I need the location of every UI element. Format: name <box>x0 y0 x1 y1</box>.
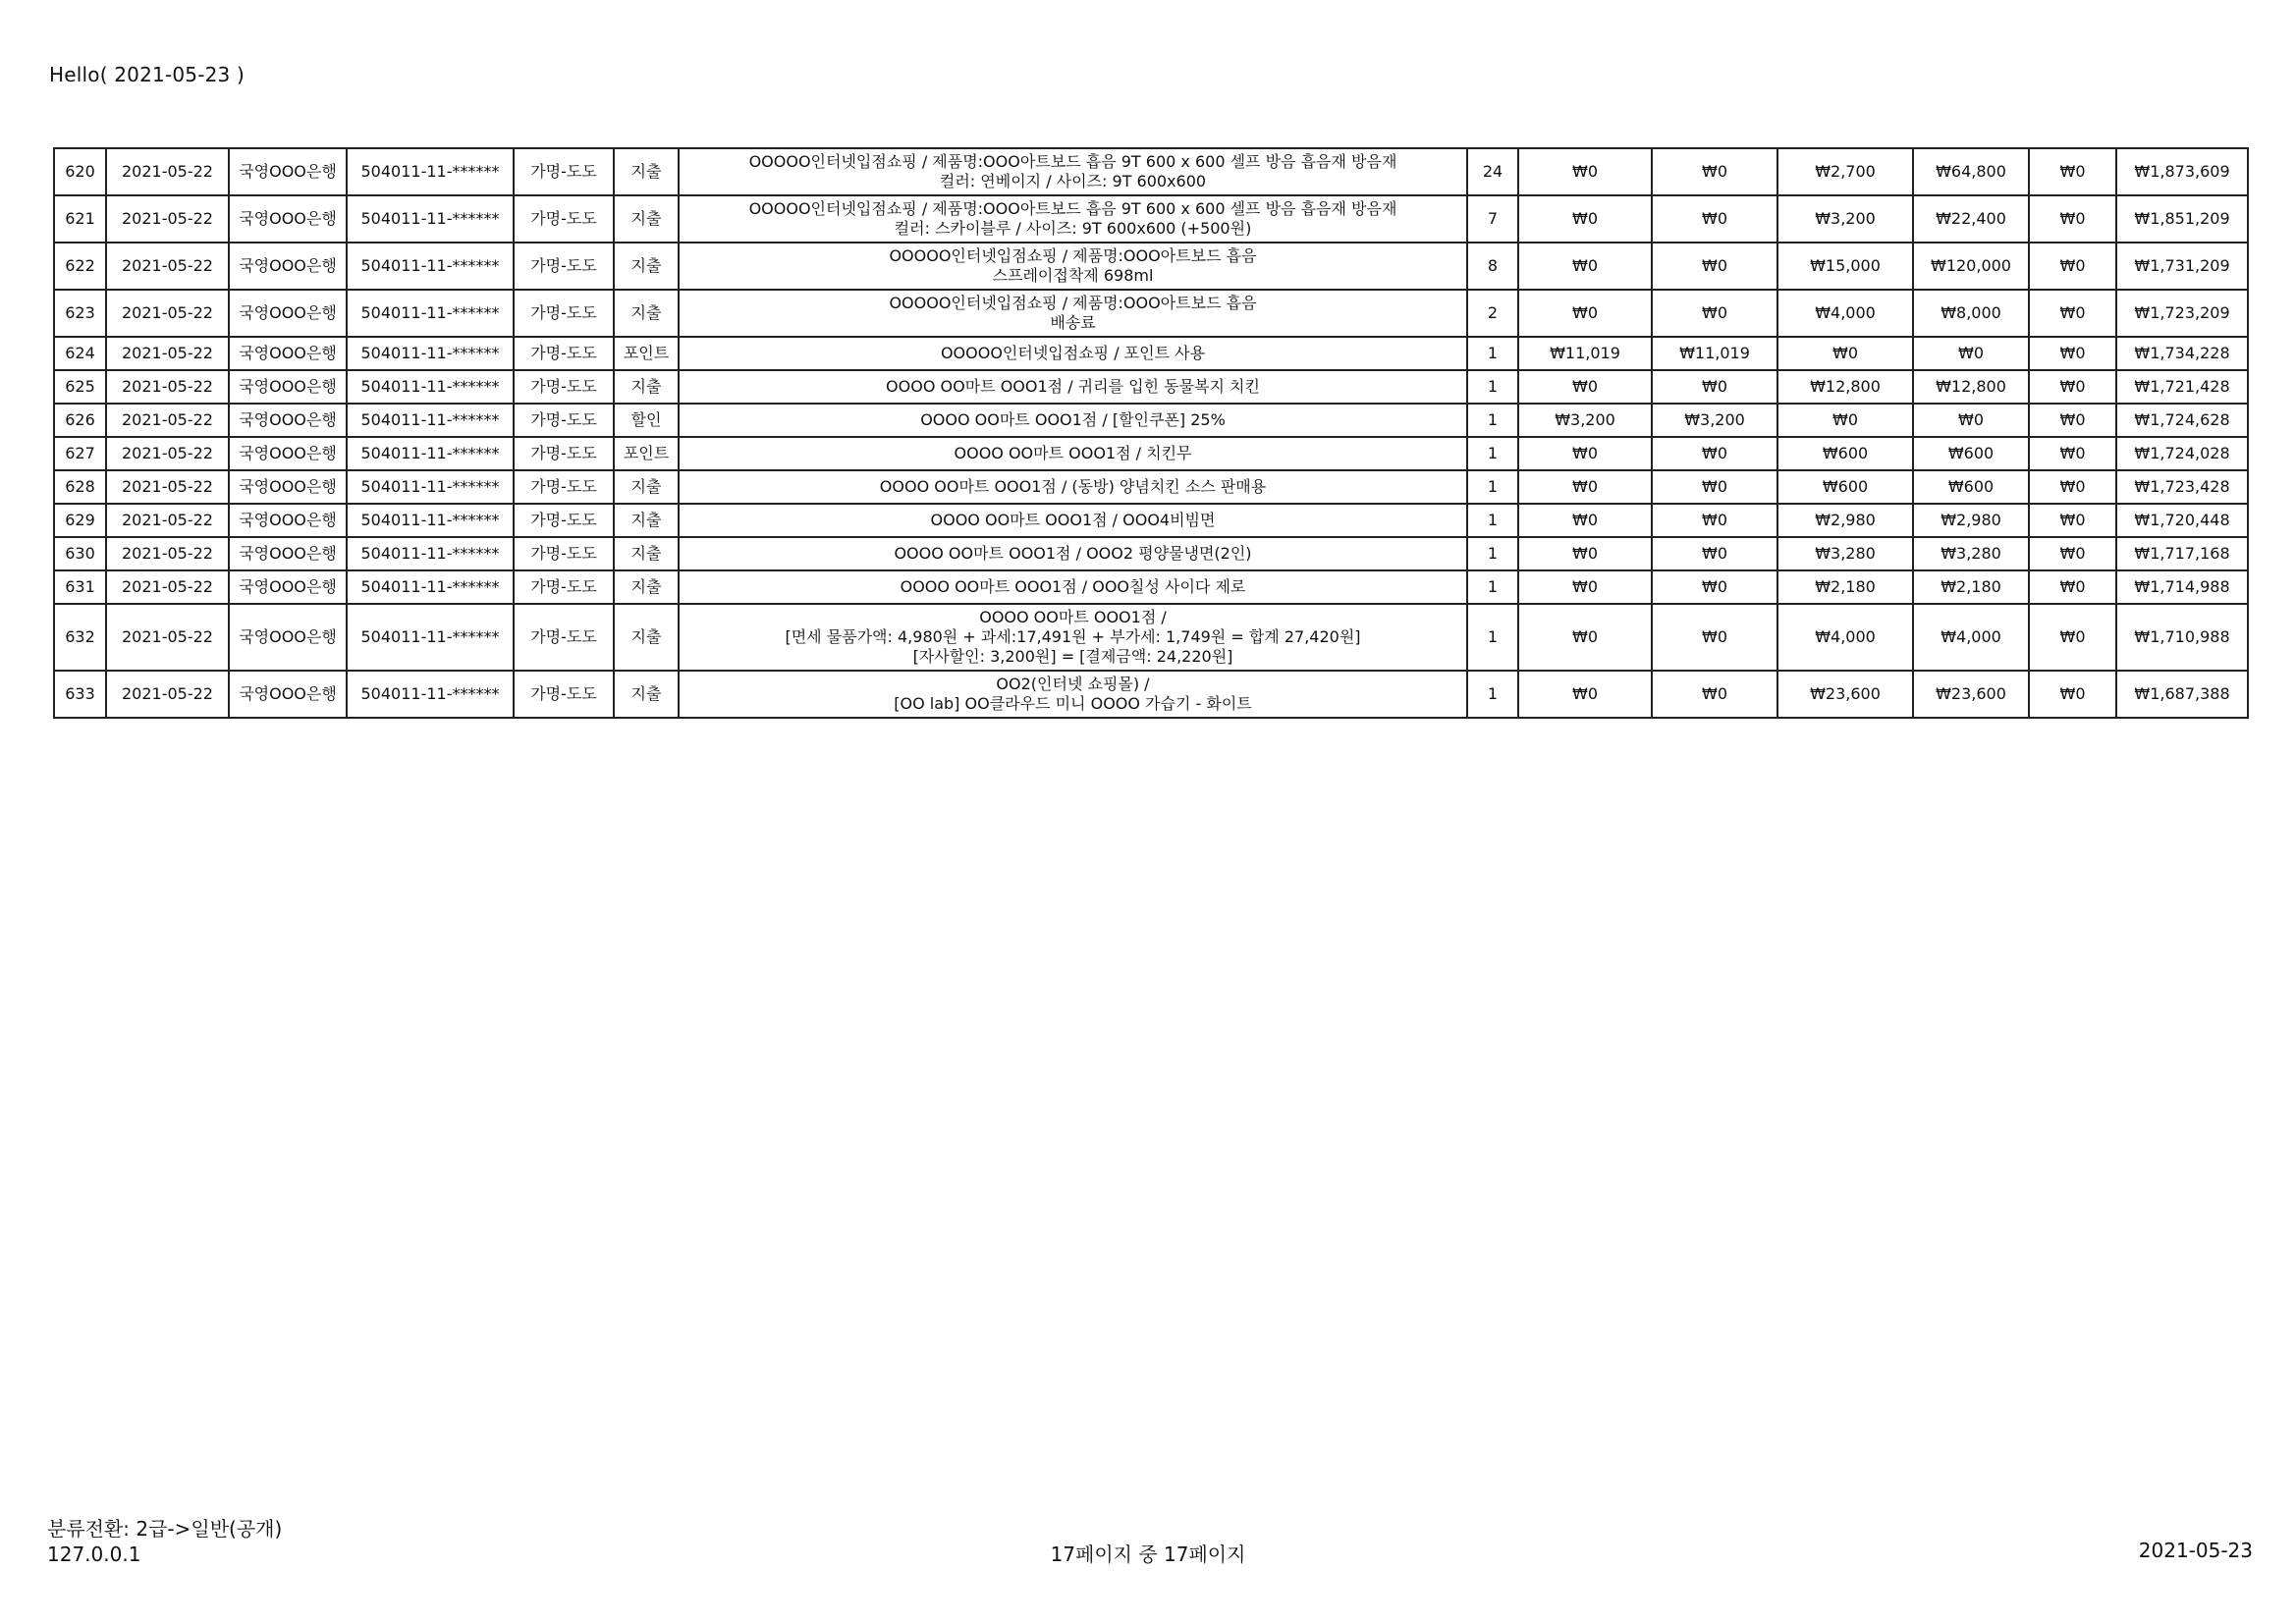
row-type: 지출 <box>614 370 679 404</box>
table-row <box>54 370 2248 404</box>
row-name: 가명-도도 <box>514 437 614 470</box>
row-amount-1: ₩3,200 <box>1518 404 1652 437</box>
row-date: 2021-05-22 <box>106 604 229 671</box>
row-balance: ₩1,731,209 <box>2116 243 2248 290</box>
row-amount-1: ₩0 <box>1518 537 1652 570</box>
row-account: 504011-11-****** <box>347 404 514 437</box>
row-name: 가명-도도 <box>514 148 614 195</box>
row-number: 632 <box>54 604 106 671</box>
row-bank: 국영OOO은행 <box>229 370 347 404</box>
row-account: 504011-11-****** <box>347 604 514 671</box>
row-total: ₩8,000 <box>1913 290 2029 337</box>
row-quantity: 24 <box>1467 148 1518 195</box>
row-amount-2: ₩11,019 <box>1652 337 1777 370</box>
table-row <box>54 243 2248 290</box>
row-description: OOOOO인터넷입점쇼핑 / 제품명:OOO아트보드 흡음 배송료 <box>679 290 1467 337</box>
row-bank: 국영OOO은행 <box>229 290 347 337</box>
row-amount-1: ₩0 <box>1518 470 1652 504</box>
row-bank: 국영OOO은행 <box>229 470 347 504</box>
row-quantity: 2 <box>1467 290 1518 337</box>
row-account: 504011-11-****** <box>347 537 514 570</box>
row-amount-2: ₩0 <box>1652 470 1777 504</box>
row-amount-1: ₩0 <box>1518 148 1652 195</box>
row-account: 504011-11-****** <box>347 195 514 243</box>
row-description: OOOO OO마트 OOO1점 / OOO2 평양물냉면(2인) <box>679 537 1467 570</box>
row-unit-price: ₩3,200 <box>1777 195 1913 243</box>
row-type: 포인트 <box>614 337 679 370</box>
table-row <box>54 290 2248 337</box>
row-description: OOOO OO마트 OOO1점 / [할인쿠폰] 25% <box>679 404 1467 437</box>
row-amount-5: ₩0 <box>2029 243 2116 290</box>
row-unit-price: ₩4,000 <box>1777 290 1913 337</box>
row-number: 628 <box>54 470 106 504</box>
row-description: OOOO OO마트 OOO1점 / OOO4비빔면 <box>679 504 1467 537</box>
row-amount-5: ₩0 <box>2029 671 2116 718</box>
row-amount-2: ₩0 <box>1652 671 1777 718</box>
row-quantity: 1 <box>1467 437 1518 470</box>
row-description: OOOOO인터넷입점쇼핑 / 제품명:OOO아트보드 흡음 9T 600 x 600 셀프 방음 흡음재 방음재 컬러: 스카이블루 / 사이즈: 9T 600x600 (+500원) <box>679 195 1467 243</box>
row-bank: 국영OOO은행 <box>229 243 347 290</box>
row-total: ₩22,400 <box>1913 195 2029 243</box>
row-account: 504011-11-****** <box>347 290 514 337</box>
row-quantity: 1 <box>1467 370 1518 404</box>
row-quantity: 1 <box>1467 504 1518 537</box>
row-type: 지출 <box>614 671 679 718</box>
row-date: 2021-05-22 <box>106 243 229 290</box>
row-description: OOOO OO마트 OOO1점 / 치킨무 <box>679 437 1467 470</box>
row-description: OO2(인터넷 쇼핑몰) / [OO lab] OO클라우드 미니 OOOO 가습기 - 화이트 <box>679 671 1467 718</box>
row-amount-5: ₩0 <box>2029 370 2116 404</box>
row-amount-1: ₩0 <box>1518 504 1652 537</box>
row-balance: ₩1,723,209 <box>2116 290 2248 337</box>
table-row <box>54 504 2248 537</box>
row-amount-2: ₩0 <box>1652 148 1777 195</box>
row-unit-price: ₩3,280 <box>1777 537 1913 570</box>
row-amount-2: ₩0 <box>1652 504 1777 537</box>
row-amount-2: ₩0 <box>1652 290 1777 337</box>
row-unit-price: ₩23,600 <box>1777 671 1913 718</box>
row-amount-2: ₩0 <box>1652 604 1777 671</box>
table-row <box>54 470 2248 504</box>
row-amount-2: ₩0 <box>1652 370 1777 404</box>
footer-classification: 분류전환: 2급->일반(공개) <box>47 1517 283 1541</box>
row-name: 가명-도도 <box>514 570 614 604</box>
row-amount-5: ₩0 <box>2029 404 2116 437</box>
row-number: 621 <box>54 195 106 243</box>
row-total: ₩3,280 <box>1913 537 2029 570</box>
row-name: 가명-도도 <box>514 243 614 290</box>
row-type: 지출 <box>614 570 679 604</box>
row-amount-1: ₩0 <box>1518 671 1652 718</box>
row-amount-2: ₩0 <box>1652 570 1777 604</box>
row-name: 가명-도도 <box>514 537 614 570</box>
table-row <box>54 148 2248 195</box>
row-date: 2021-05-22 <box>106 570 229 604</box>
row-name: 가명-도도 <box>514 404 614 437</box>
table-row <box>54 337 2248 370</box>
row-total: ₩600 <box>1913 437 2029 470</box>
table-row <box>54 570 2248 604</box>
row-bank: 국영OOO은행 <box>229 604 347 671</box>
row-quantity: 8 <box>1467 243 1518 290</box>
footer-page-number: 17페이지 중 17페이지 <box>1050 1543 1246 1566</box>
table-row <box>54 437 2248 470</box>
row-bank: 국영OOO은행 <box>229 504 347 537</box>
row-number: 623 <box>54 290 106 337</box>
footer-ip: 127.0.0.1 <box>47 1543 141 1566</box>
row-number: 627 <box>54 437 106 470</box>
row-amount-5: ₩0 <box>2029 604 2116 671</box>
row-type: 지출 <box>614 604 679 671</box>
row-balance: ₩1,717,168 <box>2116 537 2248 570</box>
row-date: 2021-05-22 <box>106 148 229 195</box>
row-number: 622 <box>54 243 106 290</box>
row-account: 504011-11-****** <box>347 470 514 504</box>
transaction-table-body <box>54 148 2248 718</box>
row-amount-2: ₩0 <box>1652 437 1777 470</box>
row-balance: ₩1,734,228 <box>2116 337 2248 370</box>
row-description: OOOOO인터넷입점쇼핑 / 제품명:OOO아트보드 흡음 9T 600 x 600 셀프 방음 흡음재 방음재 컬러: 연베이지 / 사이즈: 9T 600x600 <box>679 148 1467 195</box>
row-bank: 국영OOO은행 <box>229 195 347 243</box>
row-amount-5: ₩0 <box>2029 537 2116 570</box>
footer-date: 2021-05-23 <box>2138 1539 2253 1562</box>
row-total: ₩0 <box>1913 404 2029 437</box>
row-type: 지출 <box>614 195 679 243</box>
row-number: 633 <box>54 671 106 718</box>
table-row <box>54 604 2248 671</box>
row-unit-price: ₩2,980 <box>1777 504 1913 537</box>
row-type: 지출 <box>614 148 679 195</box>
row-unit-price: ₩2,180 <box>1777 570 1913 604</box>
row-quantity: 1 <box>1467 671 1518 718</box>
row-type: 지출 <box>614 290 679 337</box>
row-unit-price: ₩0 <box>1777 404 1913 437</box>
row-name: 가명-도도 <box>514 195 614 243</box>
row-amount-5: ₩0 <box>2029 470 2116 504</box>
row-balance: ₩1,721,428 <box>2116 370 2248 404</box>
row-name: 가명-도도 <box>514 470 614 504</box>
row-name: 가명-도도 <box>514 671 614 718</box>
row-balance: ₩1,720,448 <box>2116 504 2248 537</box>
row-description: OOOOO인터넷입점쇼핑 / 제품명:OOO아트보드 흡음 스프레이접착제 698ml <box>679 243 1467 290</box>
row-amount-5: ₩0 <box>2029 148 2116 195</box>
row-account: 504011-11-****** <box>347 570 514 604</box>
row-account: 504011-11-****** <box>347 370 514 404</box>
row-account: 504011-11-****** <box>347 437 514 470</box>
row-description: OOOOO인터넷입점쇼핑 / 포인트 사용 <box>679 337 1467 370</box>
row-balance: ₩1,873,609 <box>2116 148 2248 195</box>
row-quantity: 1 <box>1467 337 1518 370</box>
row-total: ₩64,800 <box>1913 148 2029 195</box>
row-total: ₩2,180 <box>1913 570 2029 604</box>
row-name: 가명-도도 <box>514 504 614 537</box>
row-account: 504011-11-****** <box>347 337 514 370</box>
row-number: 625 <box>54 370 106 404</box>
row-date: 2021-05-22 <box>106 195 229 243</box>
row-balance: ₩1,724,628 <box>2116 404 2248 437</box>
row-account: 504011-11-****** <box>347 243 514 290</box>
row-bank: 국영OOO은행 <box>229 404 347 437</box>
row-name: 가명-도도 <box>514 370 614 404</box>
row-unit-price: ₩12,800 <box>1777 370 1913 404</box>
row-quantity: 1 <box>1467 604 1518 671</box>
row-quantity: 1 <box>1467 537 1518 570</box>
row-total: ₩4,000 <box>1913 604 2029 671</box>
row-balance: ₩1,714,988 <box>2116 570 2248 604</box>
row-amount-2: ₩0 <box>1652 243 1777 290</box>
row-bank: 국영OOO은행 <box>229 337 347 370</box>
row-balance: ₩1,710,988 <box>2116 604 2248 671</box>
row-amount-1: ₩0 <box>1518 370 1652 404</box>
row-type: 지출 <box>614 537 679 570</box>
row-amount-2: ₩0 <box>1652 195 1777 243</box>
row-bank: 국영OOO은행 <box>229 537 347 570</box>
row-number: 630 <box>54 537 106 570</box>
row-description: OOOO OO마트 OOO1점 / [면세 물품가액: 4,980원 + 과세:17,491원 + 부가세: 1,749원 = 합계 27,420원] [자사할인: 3,200원] = [결제금액: 24,220원] <box>679 604 1467 671</box>
row-bank: 국영OOO은행 <box>229 570 347 604</box>
row-total: ₩23,600 <box>1913 671 2029 718</box>
row-amount-5: ₩0 <box>2029 290 2116 337</box>
row-amount-5: ₩0 <box>2029 337 2116 370</box>
row-unit-price: ₩15,000 <box>1777 243 1913 290</box>
row-type: 포인트 <box>614 437 679 470</box>
row-amount-1: ₩0 <box>1518 604 1652 671</box>
row-description: OOOO OO마트 OOO1점 / (동방) 양념치킨 소스 판매용 <box>679 470 1467 504</box>
row-balance: ₩1,723,428 <box>2116 470 2248 504</box>
row-total: ₩0 <box>1913 337 2029 370</box>
table-row <box>54 404 2248 437</box>
row-amount-1: ₩11,019 <box>1518 337 1652 370</box>
row-number: 629 <box>54 504 106 537</box>
row-amount-2: ₩3,200 <box>1652 404 1777 437</box>
row-type: 지출 <box>614 504 679 537</box>
row-number: 624 <box>54 337 106 370</box>
row-quantity: 1 <box>1467 570 1518 604</box>
row-account: 504011-11-****** <box>347 504 514 537</box>
row-unit-price: ₩600 <box>1777 470 1913 504</box>
row-unit-price: ₩4,000 <box>1777 604 1913 671</box>
row-bank: 국영OOO은행 <box>229 148 347 195</box>
row-balance: ₩1,724,028 <box>2116 437 2248 470</box>
row-amount-5: ₩0 <box>2029 437 2116 470</box>
page-header-title: Hello( 2021-05-23 ) <box>49 63 246 86</box>
row-quantity: 1 <box>1467 470 1518 504</box>
row-total: ₩12,800 <box>1913 370 2029 404</box>
row-amount-2: ₩0 <box>1652 537 1777 570</box>
row-date: 2021-05-22 <box>106 671 229 718</box>
row-amount-1: ₩0 <box>1518 195 1652 243</box>
row-name: 가명-도도 <box>514 337 614 370</box>
row-unit-price: ₩600 <box>1777 437 1913 470</box>
row-balance: ₩1,687,388 <box>2116 671 2248 718</box>
table-row <box>54 537 2248 570</box>
row-amount-5: ₩0 <box>2029 504 2116 537</box>
table-row <box>54 195 2248 243</box>
row-quantity: 1 <box>1467 404 1518 437</box>
row-date: 2021-05-22 <box>106 290 229 337</box>
row-total: ₩120,000 <box>1913 243 2029 290</box>
row-description: OOOO OO마트 OOO1점 / 귀리를 입힌 동물복지 치킨 <box>679 370 1467 404</box>
row-bank: 국영OOO은행 <box>229 437 347 470</box>
row-number: 626 <box>54 404 106 437</box>
transaction-table <box>53 147 2249 719</box>
row-amount-5: ₩0 <box>2029 570 2116 604</box>
row-number: 631 <box>54 570 106 604</box>
row-balance: ₩1,851,209 <box>2116 195 2248 243</box>
row-date: 2021-05-22 <box>106 370 229 404</box>
row-date: 2021-05-22 <box>106 537 229 570</box>
row-description: OOOO OO마트 OOO1점 / OOO칠성 사이다 제로 <box>679 570 1467 604</box>
row-name: 가명-도도 <box>514 290 614 337</box>
row-amount-1: ₩0 <box>1518 570 1652 604</box>
row-type: 지출 <box>614 243 679 290</box>
row-account: 504011-11-****** <box>347 671 514 718</box>
row-amount-1: ₩0 <box>1518 437 1652 470</box>
table-row <box>54 671 2248 718</box>
row-bank: 국영OOO은행 <box>229 671 347 718</box>
row-unit-price: ₩2,700 <box>1777 148 1913 195</box>
row-quantity: 7 <box>1467 195 1518 243</box>
row-amount-1: ₩0 <box>1518 290 1652 337</box>
row-number: 620 <box>54 148 106 195</box>
row-type: 할인 <box>614 404 679 437</box>
row-amount-1: ₩0 <box>1518 243 1652 290</box>
row-date: 2021-05-22 <box>106 470 229 504</box>
row-date: 2021-05-22 <box>106 404 229 437</box>
row-type: 지출 <box>614 470 679 504</box>
row-unit-price: ₩0 <box>1777 337 1913 370</box>
row-amount-5: ₩0 <box>2029 195 2116 243</box>
row-account: 504011-11-****** <box>347 148 514 195</box>
row-date: 2021-05-22 <box>106 437 229 470</box>
row-total: ₩600 <box>1913 470 2029 504</box>
row-date: 2021-05-22 <box>106 337 229 370</box>
row-total: ₩2,980 <box>1913 504 2029 537</box>
row-date: 2021-05-22 <box>106 504 229 537</box>
row-name: 가명-도도 <box>514 604 614 671</box>
